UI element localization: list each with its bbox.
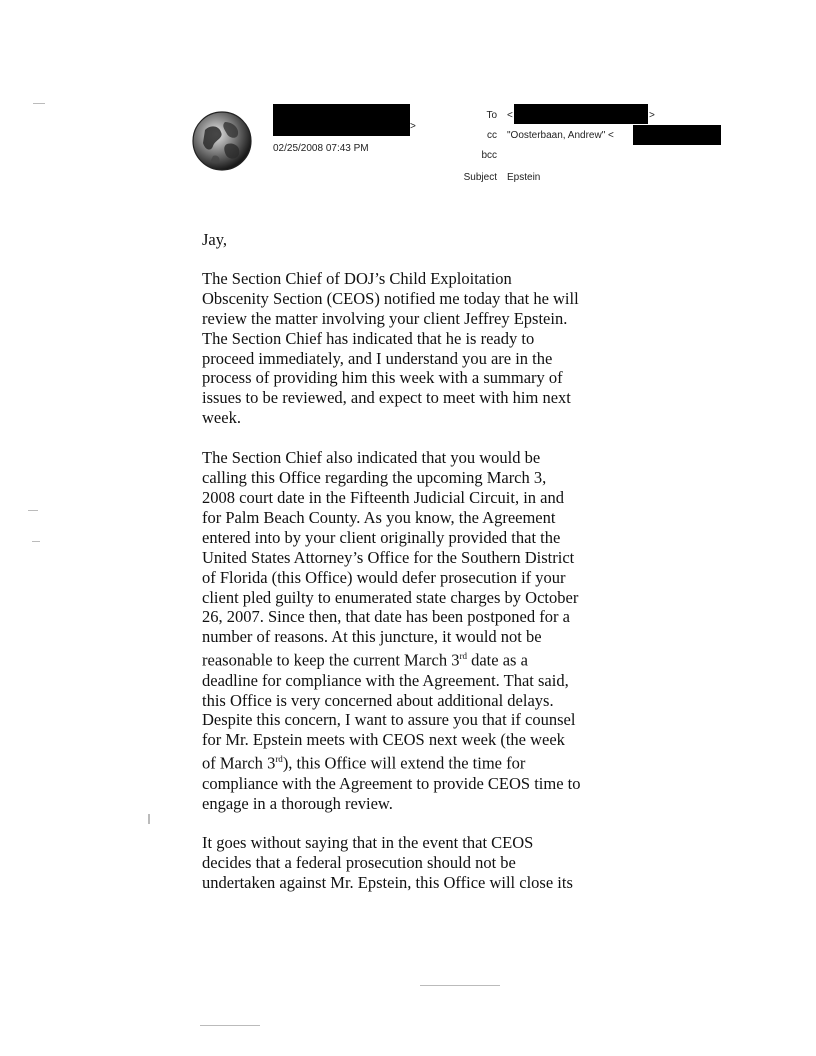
letter-line: deadline for compliance with the Agreement. That said, — [202, 670, 569, 690]
letter-greeting: Jay, — [202, 230, 228, 249]
letter-line: number of reasons. At this juncture, it would not be — [202, 627, 542, 647]
scan-speck — [200, 1025, 260, 1026]
letter-line: client pled guilty to enumerated state charges by October — [202, 587, 579, 607]
email-header — [0, 0, 816, 200]
letter-line: The Section Chief of DOJ’s Child Exploitation — [202, 268, 512, 288]
letter-line: compliance with the Agreement to provide CEOS time to — [202, 773, 581, 793]
scan-speck — [148, 814, 150, 824]
letter-paragraph-2 — [202, 448, 642, 813]
letter-line: calling this Office regarding the upcoming March 3, — [202, 468, 547, 488]
letter-line: of March 3rd), this Office will extend the time for — [202, 753, 526, 773]
subject-value: Epstein — [507, 172, 541, 183]
scan-speck — [28, 510, 38, 511]
letter-line: decides that a federal prosecution should not be — [202, 853, 516, 873]
to-prefix: < — [507, 110, 513, 121]
letter-line: The Section Chief has indicated that he is ready to — [202, 328, 535, 348]
sent-datetime: 02/25/2008 07:43 PM — [273, 143, 369, 154]
scan-speck — [420, 985, 500, 986]
subject-label: Subject — [463, 172, 497, 183]
bcc-label: bcc — [481, 150, 497, 161]
sender-name-redaction — [273, 104, 410, 136]
letter-line: week. — [202, 408, 241, 428]
letter-line: for Mr. Epstein meets with CEOS next week (the week — [202, 730, 565, 750]
letter-line: entered into by your client originally provided that the — [202, 527, 561, 547]
letter-line: issues to be reviewed, and expect to meet with him next — [202, 388, 571, 408]
cc-address-redaction — [633, 125, 721, 145]
letter-body — [202, 230, 642, 913]
cc-value: "Oosterbaan, Andrew" < — [507, 130, 614, 141]
letter-line: for Palm Beach County. As you know, the Agreement — [202, 507, 556, 527]
letter-line: 2008 court date in the Fifteenth Judicial Circuit, in and — [202, 487, 565, 507]
letter-line: The Section Chief also indicated that you would be — [202, 448, 541, 468]
to-label: To — [486, 110, 497, 121]
letter-line: of Florida (this Office) would defer prosecution if your — [202, 567, 566, 587]
letter-paragraph-3 — [202, 833, 642, 893]
letter-line: undertaken against Mr. Epstein, this Office will close its — [202, 873, 573, 893]
letter-paragraph-1 — [202, 269, 642, 428]
letter-line: 26, 2007. Since then, that date has been postponed for a — [202, 607, 570, 627]
cc-label: cc — [487, 130, 497, 141]
letter-line: process of providing him this week with a summary of — [202, 368, 563, 388]
scan-speck — [32, 541, 40, 542]
letter-line: United States Attorney’s Office for the Southern District — [202, 547, 575, 567]
to-address-redaction — [514, 104, 648, 124]
letter-line: this Office is very concerned about additional delays. — [202, 690, 554, 710]
globe-avatar-icon — [191, 110, 253, 172]
scan-speck — [33, 103, 45, 104]
letter-line: It goes without saying that in the event that CEOS — [202, 833, 534, 853]
letter-line: reasonable to keep the current March 3rd date as a — [202, 650, 528, 670]
letter-line: proceed immediately, and I understand you are in the — [202, 348, 553, 368]
sender-address-suffix: > — [410, 121, 416, 132]
letter-line: engage in a thorough review. — [202, 793, 393, 813]
letter-line: Obscenity Section (CEOS) notified me today that he will — [202, 288, 579, 308]
letter-line: review the matter involving your client Jeffrey Epstein. — [202, 308, 568, 328]
to-suffix: > — [649, 110, 655, 121]
letter-line: Despite this concern, I want to assure you that if counsel — [202, 710, 576, 730]
